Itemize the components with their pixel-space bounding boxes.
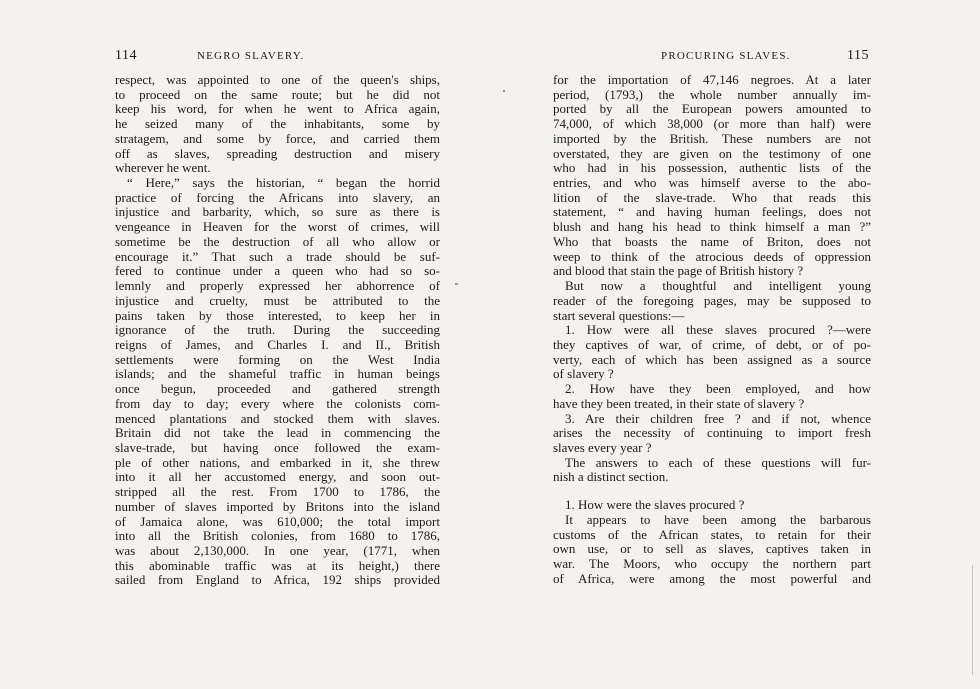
text-line: verty, each of which has been assigned as a source	[553, 351, 871, 367]
right-page	[553, 48, 871, 586]
text-line: The answers to each of these questions will fur-	[565, 454, 871, 470]
left-running-head: NEGRO SLAVERY.	[197, 50, 305, 62]
text-line: 1. How were the slaves procured ?	[565, 497, 745, 513]
text-line: sailed from England to Africa, 192 ships provided	[115, 572, 440, 588]
text-line: ignorance of the truth. During the succeeding	[115, 322, 440, 338]
text-line: Britain did not take the lead in commencing the	[115, 425, 440, 441]
scan-speck	[455, 283, 458, 285]
text-line: “ Here,” says the historian, “ began the horrid	[127, 175, 440, 191]
left-page-header	[115, 48, 440, 68]
text-line: keep his word, for when he went to Africa again,	[115, 101, 440, 117]
text-line: ple of other nations, and embarked in it, she threw	[115, 454, 440, 470]
text-line: injustice and cruelty, must be attributed to the	[115, 292, 440, 308]
text-line: from day to day; every where the colonists com-	[115, 395, 440, 411]
text-line: arises the necessity of continuing to import fresh	[553, 425, 871, 441]
text-line: But now a thoughtful and intelligent young	[565, 278, 871, 294]
page-edge-mark	[972, 565, 973, 675]
text-line: entries, and who was himself averse to the abo-	[553, 175, 871, 191]
text-line: statement, “ and having human feelings, does not	[553, 204, 871, 220]
text-line: into all the British colonies, from 1680 to 1786,	[115, 528, 440, 544]
right-page-text	[553, 73, 871, 586]
text-line: fered to continue under a queen who had so so-	[115, 263, 440, 279]
text-line: blush and hang his head to think himself a man ?”	[553, 219, 871, 235]
text-line: respect, was appointed to one of the queen's ships,	[115, 72, 440, 87]
text-line: islands; and the shameful traffic in human beings	[115, 366, 440, 382]
text-line: stripped all the rest. From 1700 to 1786, the	[115, 484, 440, 500]
text-line: of slavery ?	[553, 366, 614, 382]
text-line: lemnly and properly expressed her abhorrence of	[115, 278, 440, 294]
text-line: slaves every year ?	[553, 439, 652, 455]
text-line: It appears to have been among the barbarous	[565, 511, 871, 527]
text-line: and blood that stain the page of British history ?	[553, 263, 804, 279]
text-line: slave-trade, but having once followed the exam-	[115, 439, 440, 455]
text-line: pains taken by those interested, to keep her in	[115, 307, 440, 323]
text-line: start several questions:—	[553, 307, 685, 323]
text-line: 2. How have they been employed, and how	[565, 381, 871, 397]
text-line: reader of the foregoing pages, may be supposed to	[553, 292, 871, 308]
text-line: practice of forcing the Africans into slavery, an	[115, 189, 440, 205]
text-line: 3. Are their children free ? and if not, whence	[565, 410, 871, 426]
text-line: nish a distinct section.	[553, 469, 669, 485]
text-line: into it all her accustomed energy, and soon out-	[115, 469, 440, 485]
text-line: ported by all the European powers amounted to	[553, 101, 871, 117]
text-line: war. The Moors, who occupy the northern part	[553, 556, 871, 571]
text-line: injustice and barbarity, which, so sure as there is	[115, 204, 440, 220]
text-line: sometime be the destruction of all who allow or	[115, 233, 440, 249]
text-line: imported by the British. These numbers are not	[553, 130, 871, 146]
text-line: reigns of James, and Charles I. and II., British	[115, 336, 440, 352]
text-line: menced plantations and stocked them with slaves.	[115, 410, 440, 426]
text-line: customs of the African states, to retain for their	[553, 526, 871, 542]
text-line: lition of the slave-trade. Who that reads this	[553, 189, 871, 205]
text-line: 74,000, of which 38,000 (or more than half) were	[553, 116, 871, 132]
left-page-number: 114	[115, 48, 137, 63]
left-page	[115, 48, 440, 588]
left-page-text	[115, 73, 440, 588]
text-line: off as slaves, spreading destruction and misery	[115, 145, 440, 161]
text-line: number of slaves imported by Britons into the island	[115, 498, 440, 514]
text-line: have they been treated, in their state of slavery ?	[553, 395, 805, 411]
text-line: Who that boasts the name of Briton, does not	[553, 233, 871, 249]
text-line: to proceed on the same route; but he did not	[115, 86, 440, 102]
text-line: encourage it.” That such a trade should be suf-	[115, 248, 440, 264]
right-page-header	[553, 48, 871, 68]
text-line: 1. How were all these slaves procured ?—were	[565, 322, 871, 338]
text-line: who had in his possession, authentic lists of the	[553, 160, 871, 176]
text-line: he seized many of the inhabitants, some by	[115, 116, 440, 132]
text-line: settlements were forming on the West India	[115, 351, 440, 367]
text-line: overstated, they are given on the testimony of one	[553, 145, 871, 161]
text-line: vengeance in Heaven for the worst of crimes, will	[115, 219, 440, 235]
text-line: stratagem, and some by force, and carried them	[115, 130, 440, 146]
text-line: own use, or to sell as slaves, captives taken in	[553, 541, 871, 557]
text-line: for the importation of 47,146 negroes. At a later	[553, 72, 871, 87]
scan-speck	[503, 90, 505, 92]
text-line: this abominable traffic was at its height,) there	[115, 557, 440, 573]
text-line: once begun, proceeded and gathered strength	[115, 381, 440, 397]
right-running-head: PROCURING SLAVES.	[661, 50, 791, 62]
text-line: of Jamaica alone, was 610,000; the total import	[115, 513, 440, 529]
text-line: was about 2,130,000. In one year, (1771, when	[115, 543, 440, 558]
text-line: period, (1793,) the whole number annually im-	[553, 86, 871, 102]
right-page-number: 115	[847, 48, 869, 63]
text-line: of Africa, were among the most powerful and	[553, 570, 871, 586]
text-line: wherever he went.	[115, 160, 211, 176]
text-line: weep to think of the atrocious deeds of oppression	[553, 248, 871, 264]
text-line: they captives of war, of crime, of debt, or of po-	[553, 336, 871, 352]
